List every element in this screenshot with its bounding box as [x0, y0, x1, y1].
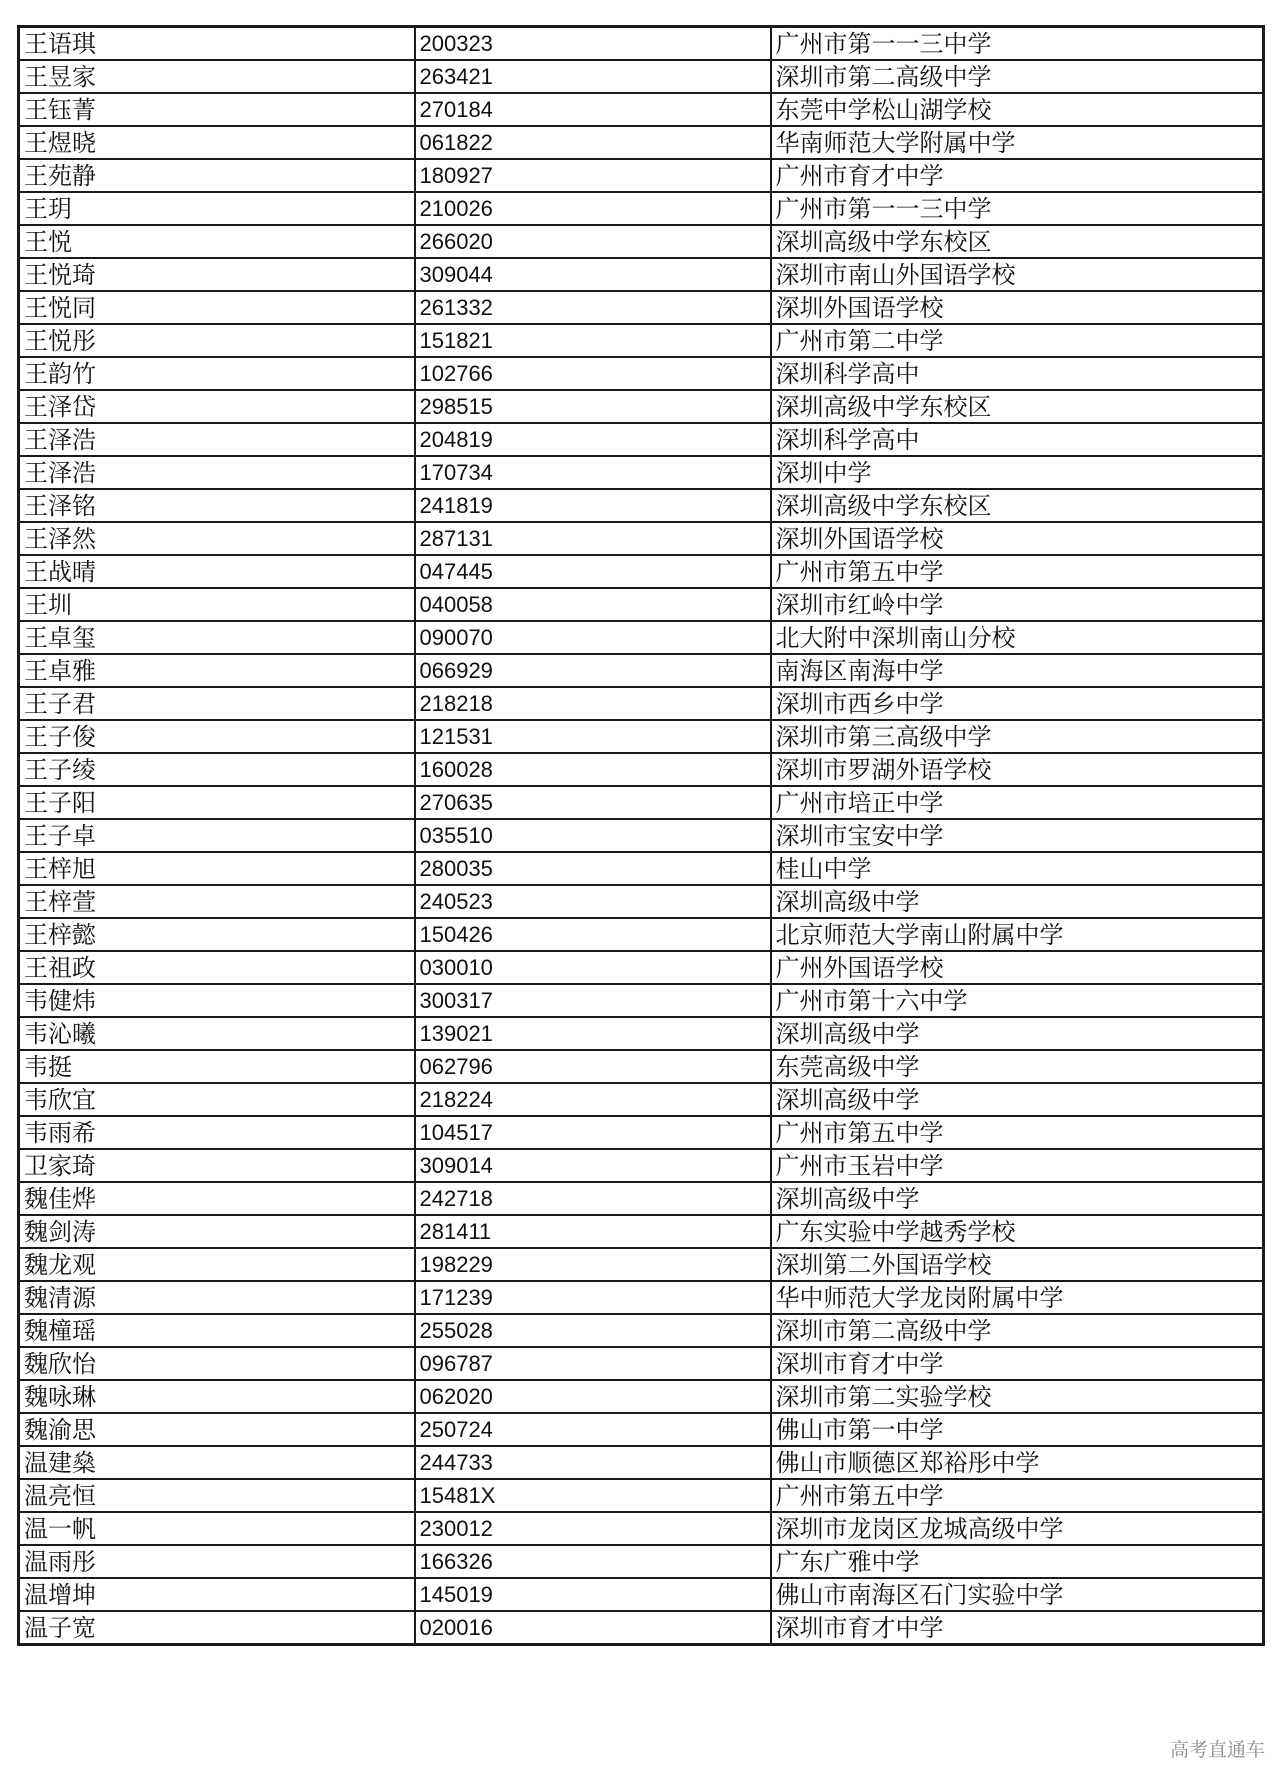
- table-row: [19, 951, 1264, 984]
- table-row: [19, 1413, 1264, 1446]
- student-name-cell: 韦挺: [19, 1050, 415, 1083]
- exam-id-cell: 139021: [415, 1017, 771, 1050]
- table-row: [19, 1017, 1264, 1050]
- table-row: [19, 27, 1264, 61]
- student-name-cell: 王语琪: [19, 27, 415, 61]
- table-row: [19, 1578, 1264, 1611]
- exam-id-cell: 309044: [415, 258, 771, 291]
- student-name-cell: 王子君: [19, 687, 415, 720]
- student-name-cell: 王梓旭: [19, 852, 415, 885]
- school-name-cell: 深圳高级中学: [771, 885, 1264, 918]
- school-name-cell: 华南师范大学附属中学: [771, 126, 1264, 159]
- student-name-cell: 魏剑涛: [19, 1215, 415, 1248]
- school-name-cell: 深圳外国语学校: [771, 291, 1264, 324]
- student-name-cell: 韦雨希: [19, 1116, 415, 1149]
- student-name-cell: 温一帆: [19, 1512, 415, 1545]
- exam-id-cell: 145019: [415, 1578, 771, 1611]
- student-name-cell: 王煜晓: [19, 126, 415, 159]
- student-name-cell: 王子卓: [19, 819, 415, 852]
- student-list-table-container: [17, 25, 1262, 1646]
- exam-id-cell: 096787: [415, 1347, 771, 1380]
- student-name-cell: 王悦同: [19, 291, 415, 324]
- exam-id-cell: 210026: [415, 192, 771, 225]
- table-row: [19, 1479, 1264, 1512]
- table-row: [19, 489, 1264, 522]
- student-name-cell: 温亮恒: [19, 1479, 415, 1512]
- exam-id-cell: 204819: [415, 423, 771, 456]
- table-row: [19, 1248, 1264, 1281]
- student-name-cell: 魏渝思: [19, 1413, 415, 1446]
- student-name-cell: 卫家琦: [19, 1149, 415, 1182]
- school-name-cell: 广州市育才中学: [771, 159, 1264, 192]
- exam-id-cell: 171239: [415, 1281, 771, 1314]
- table-row: [19, 357, 1264, 390]
- table-row: [19, 918, 1264, 951]
- exam-id-cell: 200323: [415, 27, 771, 61]
- school-name-cell: 深圳高级中学: [771, 1017, 1264, 1050]
- table-row: [19, 291, 1264, 324]
- school-name-cell: 广州市第一一三中学: [771, 27, 1264, 61]
- student-list-table: [17, 25, 1265, 1646]
- exam-id-cell: 266020: [415, 225, 771, 258]
- school-name-cell: 深圳中学: [771, 456, 1264, 489]
- student-name-cell: 王苑静: [19, 159, 415, 192]
- student-name-cell: 温增坤: [19, 1578, 415, 1611]
- student-name-cell: 王泽岱: [19, 390, 415, 423]
- exam-id-cell: 230012: [415, 1512, 771, 1545]
- exam-id-cell: 218218: [415, 687, 771, 720]
- student-name-cell: 王泽铭: [19, 489, 415, 522]
- student-name-cell: 魏橦瑶: [19, 1314, 415, 1347]
- student-name-cell: 魏欣怡: [19, 1347, 415, 1380]
- school-name-cell: 南海区南海中学: [771, 654, 1264, 687]
- table-row: [19, 1380, 1264, 1413]
- exam-id-cell: 061822: [415, 126, 771, 159]
- student-name-cell: 王子绫: [19, 753, 415, 786]
- table-row: [19, 852, 1264, 885]
- school-name-cell: 深圳市罗湖外语学校: [771, 753, 1264, 786]
- school-name-cell: 深圳市第二高级中学: [771, 60, 1264, 93]
- table-row: [19, 1314, 1264, 1347]
- school-name-cell: 广州市培正中学: [771, 786, 1264, 819]
- student-name-cell: 王梓懿: [19, 918, 415, 951]
- exam-id-cell: 300317: [415, 984, 771, 1017]
- school-name-cell: 深圳高级中学: [771, 1182, 1264, 1215]
- table-row: [19, 192, 1264, 225]
- student-name-cell: 魏佳烨: [19, 1182, 415, 1215]
- school-name-cell: 广州市第二中学: [771, 324, 1264, 357]
- table-row: [19, 423, 1264, 456]
- student-name-cell: 王子俊: [19, 720, 415, 753]
- exam-id-cell: 030010: [415, 951, 771, 984]
- exam-id-cell: 020016: [415, 1611, 771, 1645]
- student-name-cell: 王子阳: [19, 786, 415, 819]
- school-name-cell: 深圳市第二高级中学: [771, 1314, 1264, 1347]
- student-name-cell: 王钰菁: [19, 93, 415, 126]
- school-name-cell: 广州外国语学校: [771, 951, 1264, 984]
- school-name-cell: 华中师范大学龙岗附属中学: [771, 1281, 1264, 1314]
- table-row: [19, 324, 1264, 357]
- school-name-cell: 深圳高级中学东校区: [771, 390, 1264, 423]
- table-row: [19, 1446, 1264, 1479]
- table-row: [19, 1611, 1264, 1645]
- exam-id-cell: 198229: [415, 1248, 771, 1281]
- exam-id-cell: 121531: [415, 720, 771, 753]
- student-name-cell: 温建燊: [19, 1446, 415, 1479]
- school-name-cell: 深圳第二外国语学校: [771, 1248, 1264, 1281]
- school-name-cell: 深圳市育才中学: [771, 1611, 1264, 1645]
- exam-id-cell: 281411: [415, 1215, 771, 1248]
- school-name-cell: 广州市第一一三中学: [771, 192, 1264, 225]
- school-name-cell: 深圳高级中学: [771, 1083, 1264, 1116]
- table-row: [19, 390, 1264, 423]
- exam-id-cell: 263421: [415, 60, 771, 93]
- exam-id-cell: 166326: [415, 1545, 771, 1578]
- exam-id-cell: 150426: [415, 918, 771, 951]
- student-name-cell: 王战晴: [19, 555, 415, 588]
- table-row: [19, 258, 1264, 291]
- student-list-body: [19, 27, 1264, 1645]
- school-name-cell: 广州市玉岩中学: [771, 1149, 1264, 1182]
- student-name-cell: 王泽浩: [19, 423, 415, 456]
- exam-id-cell: 298515: [415, 390, 771, 423]
- table-row: [19, 984, 1264, 1017]
- student-name-cell: 魏清源: [19, 1281, 415, 1314]
- table-row: [19, 456, 1264, 489]
- table-row: [19, 1083, 1264, 1116]
- exam-id-cell: 287131: [415, 522, 771, 555]
- table-row: [19, 522, 1264, 555]
- school-name-cell: 广州市第五中学: [771, 1479, 1264, 1512]
- student-name-cell: 韦欣宜: [19, 1083, 415, 1116]
- exam-id-cell: 242718: [415, 1182, 771, 1215]
- exam-id-cell: 241819: [415, 489, 771, 522]
- school-name-cell: 深圳市红岭中学: [771, 588, 1264, 621]
- exam-id-cell: 104517: [415, 1116, 771, 1149]
- exam-id-cell: 309014: [415, 1149, 771, 1182]
- student-name-cell: 王玥: [19, 192, 415, 225]
- exam-id-cell: 244733: [415, 1446, 771, 1479]
- school-name-cell: 深圳科学高中: [771, 423, 1264, 456]
- student-name-cell: 温子宽: [19, 1611, 415, 1645]
- student-name-cell: 王悦琦: [19, 258, 415, 291]
- exam-id-cell: 270184: [415, 93, 771, 126]
- exam-id-cell: 180927: [415, 159, 771, 192]
- school-name-cell: 东莞中学松山湖学校: [771, 93, 1264, 126]
- table-row: [19, 126, 1264, 159]
- table-row: [19, 1149, 1264, 1182]
- school-name-cell: 深圳科学高中: [771, 357, 1264, 390]
- school-name-cell: 广州市第五中学: [771, 1116, 1264, 1149]
- watermark-text: 高考直通车: [1169, 1739, 1265, 1761]
- table-row: [19, 1281, 1264, 1314]
- school-name-cell: 深圳市龙岗区龙城高级中学: [771, 1512, 1264, 1545]
- student-name-cell: 王圳: [19, 588, 415, 621]
- student-name-cell: 王悦: [19, 225, 415, 258]
- school-name-cell: 广东实验中学越秀学校: [771, 1215, 1264, 1248]
- student-name-cell: 王祖政: [19, 951, 415, 984]
- exam-id-cell: 040058: [415, 588, 771, 621]
- table-row: [19, 1050, 1264, 1083]
- school-name-cell: 东莞高级中学: [771, 1050, 1264, 1083]
- exam-id-cell: 255028: [415, 1314, 771, 1347]
- table-row: [19, 1512, 1264, 1545]
- student-name-cell: 王泽浩: [19, 456, 415, 489]
- student-name-cell: 王卓雅: [19, 654, 415, 687]
- table-row: [19, 159, 1264, 192]
- exam-id-cell: 035510: [415, 819, 771, 852]
- exam-id-cell: 090070: [415, 621, 771, 654]
- school-name-cell: 深圳市宝安中学: [771, 819, 1264, 852]
- student-name-cell: 王悦彤: [19, 324, 415, 357]
- exam-id-cell: 280035: [415, 852, 771, 885]
- table-row: [19, 1215, 1264, 1248]
- exam-id-cell: 250724: [415, 1413, 771, 1446]
- exam-id-cell: 170734: [415, 456, 771, 489]
- school-name-cell: 深圳市西乡中学: [771, 687, 1264, 720]
- school-name-cell: 深圳市育才中学: [771, 1347, 1264, 1380]
- exam-id-cell: 151821: [415, 324, 771, 357]
- student-name-cell: 韦沁曦: [19, 1017, 415, 1050]
- student-name-cell: 王卓玺: [19, 621, 415, 654]
- exam-id-cell: 062020: [415, 1380, 771, 1413]
- school-name-cell: 佛山市第一中学: [771, 1413, 1264, 1446]
- table-row: [19, 885, 1264, 918]
- table-row: [19, 753, 1264, 786]
- exam-id-cell: 062796: [415, 1050, 771, 1083]
- school-name-cell: 广州市第五中学: [771, 555, 1264, 588]
- table-row: [19, 654, 1264, 687]
- student-name-cell: 王泽然: [19, 522, 415, 555]
- table-row: [19, 819, 1264, 852]
- exam-id-cell: 218224: [415, 1083, 771, 1116]
- exam-id-cell: 15481X: [415, 1479, 771, 1512]
- school-name-cell: 广东广雅中学: [771, 1545, 1264, 1578]
- school-name-cell: 深圳市南山外国语学校: [771, 258, 1264, 291]
- school-name-cell: 深圳高级中学东校区: [771, 225, 1264, 258]
- table-row: [19, 720, 1264, 753]
- student-name-cell: 魏咏琳: [19, 1380, 415, 1413]
- school-name-cell: 深圳市第三高级中学: [771, 720, 1264, 753]
- table-row: [19, 687, 1264, 720]
- school-name-cell: 北京师范大学南山附属中学: [771, 918, 1264, 951]
- school-name-cell: 深圳高级中学东校区: [771, 489, 1264, 522]
- school-name-cell: 佛山市顺德区郑裕彤中学: [771, 1446, 1264, 1479]
- student-name-cell: 王韵竹: [19, 357, 415, 390]
- student-name-cell: 魏龙观: [19, 1248, 415, 1281]
- exam-id-cell: 160028: [415, 753, 771, 786]
- table-row: [19, 555, 1264, 588]
- school-name-cell: 桂山中学: [771, 852, 1264, 885]
- exam-id-cell: 240523: [415, 885, 771, 918]
- student-name-cell: 王昱家: [19, 60, 415, 93]
- table-row: [19, 588, 1264, 621]
- school-name-cell: 深圳外国语学校: [771, 522, 1264, 555]
- exam-id-cell: 261332: [415, 291, 771, 324]
- student-name-cell: 温雨彤: [19, 1545, 415, 1578]
- table-row: [19, 1116, 1264, 1149]
- exam-id-cell: 270635: [415, 786, 771, 819]
- table-row: [19, 225, 1264, 258]
- exam-id-cell: 066929: [415, 654, 771, 687]
- exam-id-cell: 047445: [415, 555, 771, 588]
- table-row: [19, 1182, 1264, 1215]
- school-name-cell: 深圳市第二实验学校: [771, 1380, 1264, 1413]
- table-row: [19, 621, 1264, 654]
- exam-id-cell: 102766: [415, 357, 771, 390]
- school-name-cell: 佛山市南海区石门实验中学: [771, 1578, 1264, 1611]
- school-name-cell: 北大附中深圳南山分校: [771, 621, 1264, 654]
- table-row: [19, 60, 1264, 93]
- table-row: [19, 1545, 1264, 1578]
- table-row: [19, 93, 1264, 126]
- school-name-cell: 广州市第十六中学: [771, 984, 1264, 1017]
- table-row: [19, 1347, 1264, 1380]
- student-name-cell: 韦健炜: [19, 984, 415, 1017]
- student-name-cell: 王梓萱: [19, 885, 415, 918]
- table-row: [19, 786, 1264, 819]
